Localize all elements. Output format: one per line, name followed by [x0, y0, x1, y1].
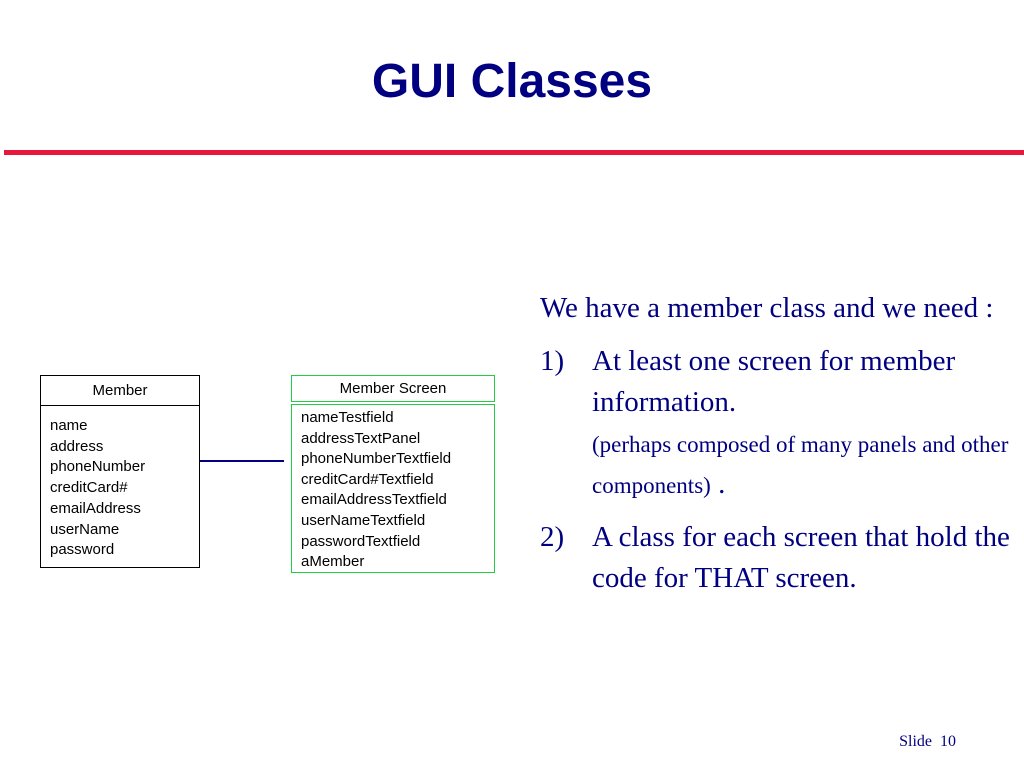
member-screen-attribute: emailAddressTextfield	[301, 491, 447, 509]
item-trailing: .	[710, 468, 726, 500]
item-text: At least one screen for member information.	[592, 345, 956, 418]
member-class-attributes	[40, 405, 200, 568]
member-attribute: userName	[50, 520, 120, 538]
notes-item-1	[540, 341, 1010, 505]
item-number: 2)	[540, 521, 565, 553]
member-class-name: Member	[40, 375, 200, 406]
item-subtext: (perhaps composed of many panels and other components)	[592, 432, 1009, 498]
notes-item-2	[540, 517, 1010, 599]
member-screen-attribute: aMember	[301, 553, 365, 571]
member-screen-attribute: passwordTextfield	[301, 532, 421, 550]
member-attribute: creditCard#	[50, 479, 128, 497]
item-text: A class for each screen that hold the code for THAT screen.	[592, 521, 1010, 594]
member-screen-attribute: userNameTextfield	[301, 511, 426, 529]
item-number: 1)	[540, 345, 565, 377]
slide-title: GUI Classes	[371, 55, 653, 108]
member-screen-attribute: addressTextPanel	[301, 429, 421, 447]
member-screen-class-name: Member Screen	[291, 375, 495, 402]
member-attribute: address	[50, 437, 104, 455]
notes-intro: We have a member class and we need :	[540, 292, 994, 324]
member-screen-attribute: phoneNumberTextfield	[301, 450, 452, 468]
notes-text	[540, 288, 1010, 611]
member-attribute: emailAddress	[50, 499, 141, 517]
title-divider	[4, 150, 1024, 155]
member-screen-attribute: creditCard#Textfield	[301, 470, 434, 488]
member-attribute: password	[50, 541, 115, 559]
slide-number	[899, 733, 956, 751]
member-attribute: phoneNumber	[50, 458, 146, 476]
slide-label: Slide	[899, 733, 932, 750]
slide-number-value: 10	[940, 733, 956, 750]
member-attribute: name	[50, 417, 88, 434]
association-line	[200, 460, 284, 462]
member-screen-class-attributes	[291, 404, 495, 573]
member-screen-attribute: nameTestfield	[301, 409, 394, 426]
